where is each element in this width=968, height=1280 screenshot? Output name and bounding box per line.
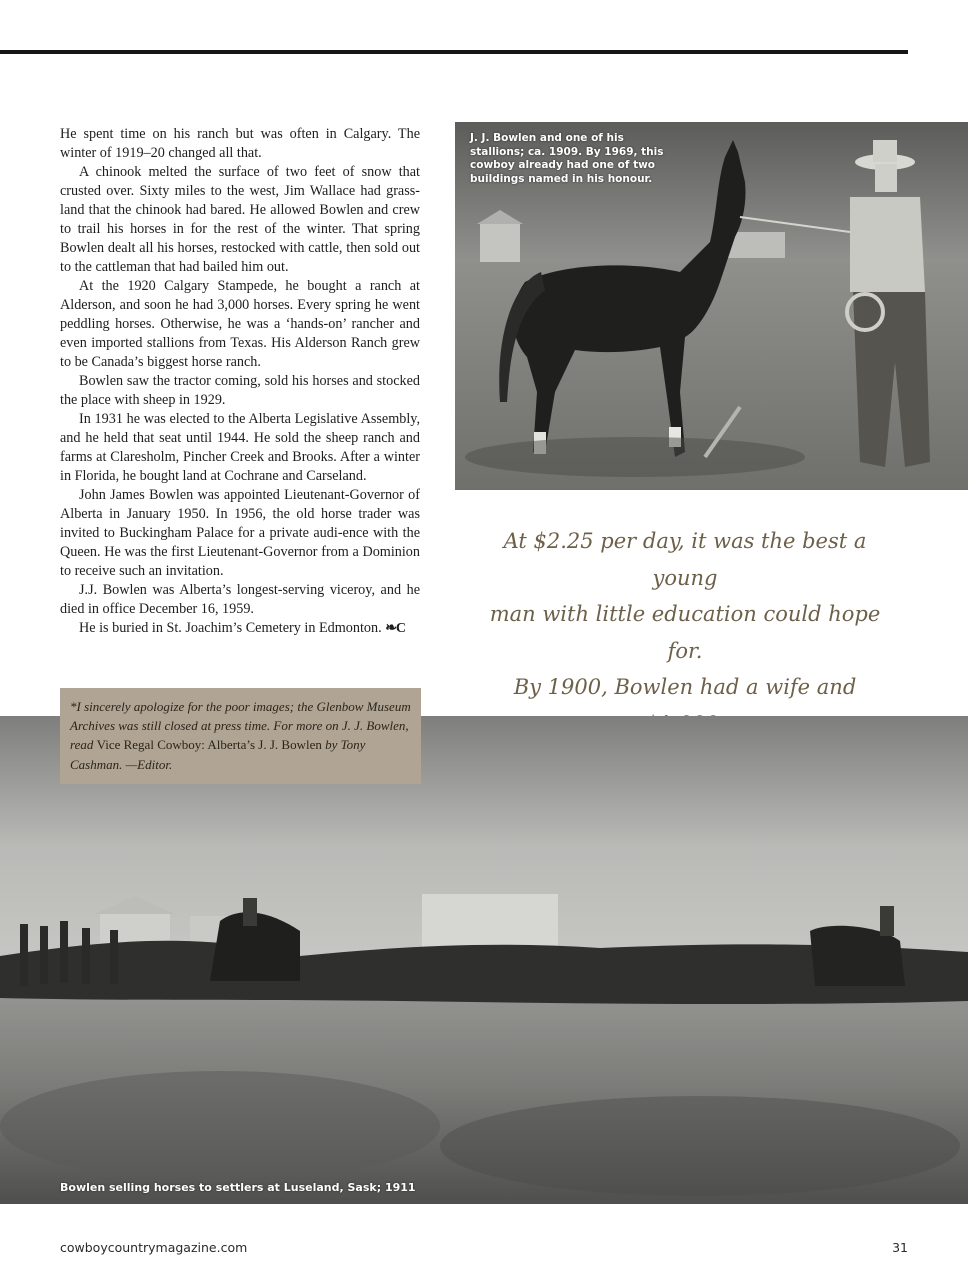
paragraph-4: Bowlen saw the tractor coming, sold his horses and stocked the place with sheep in 1929. bbox=[60, 373, 420, 408]
caption-stallion: J. J. Bowlen and one of his stallions; ca. 1909. By 1969, this cowboy already had one of two buildings named in his honour. bbox=[470, 132, 664, 185]
page-number: 31 bbox=[892, 1240, 908, 1255]
pull-quote-line-2: man with little education could hope for. bbox=[489, 602, 881, 663]
article-body bbox=[60, 125, 420, 638]
paragraph-8 bbox=[60, 619, 420, 638]
photo-bowlen-with-stallion bbox=[455, 122, 968, 490]
paragraph-8-text: He is buried in St. Joachim’s Cemetery in Edmonton. bbox=[79, 620, 382, 636]
editor-note-part-1: *I sincerely apologize for the poor images; the Glenbow Museum Archives was still closed at press time. For more on J. J. Bowlen, read bbox=[70, 699, 411, 753]
top-rule bbox=[0, 50, 908, 54]
paragraph-3: At the 1920 Calgary Stampede, he bought a ranch at Alderson, and soon he had 3,000 horses. Every spring he went peddling horses. Otherwise, he was a ‘hands-on’ rancher and even imported stallions from Texas. His Alderson Ranch grew to be Canada’s biggest horse ranch. bbox=[60, 278, 420, 370]
caption-luseland: Bowlen selling horses to settlers at Luseland, Sask; 1911 bbox=[60, 1181, 416, 1194]
pull-quote-line-3: By 1900, Bowlen had a wife and bbox=[513, 675, 857, 699]
paragraph-5: In 1931 he was elected to the Alberta Legislative Assembly, and he held that seat until 1944. He sold the sheep ranch and farms at Claresholm, Pincher Creek and Brooks. After a winter in Florida, he bought land at Cochrane and Carseland. bbox=[60, 411, 420, 484]
paragraph-6: John James Bowlen was appointed Lieutenant-Governor of Alberta in January 1950. In 1956, the old horse trader was invited to Buckingham Palace for a private audi-ence with the Queen. He was the first Lieutenant-Governor from a Dominion to receive such an invitation. bbox=[60, 487, 420, 579]
paragraph-7: J.J. Bowlen was Alberta’s longest-serving viceroy, and he died in office December 16, 1959. bbox=[60, 582, 420, 617]
paragraph-1: He spent time on his ranch but was often in Calgary. The winter of 1919–20 changed all that. bbox=[60, 126, 420, 161]
editor-note-book-title: Vice Regal Cowboy: Alberta’s J. J. Bowlen bbox=[96, 737, 322, 753]
paragraph-2: A chinook melted the surface of two feet of snow that crusted over. Sixty miles to the west, Jim Wallace had grass-land that the chinook had bared. He allowed Bowlen and crew to trail his horses in for the rest of the winter. That spring Bowlen dealt all his horses, restocked with cattle, then sold out to the cattleman that had bailed him out. bbox=[60, 164, 420, 275]
horses-photo-illustration bbox=[0, 716, 968, 1204]
end-mark: ❧C bbox=[385, 621, 406, 636]
photo-luseland-horses bbox=[0, 716, 968, 1204]
editor-note-part-2: by Tony Cashman. —Editor. bbox=[70, 737, 366, 772]
pull-quote-line-1: At $2.25 per day, it was the best a young bbox=[503, 529, 867, 590]
footer-website: cowboycountrymagazine.com bbox=[60, 1240, 248, 1255]
editor-note bbox=[60, 688, 421, 784]
